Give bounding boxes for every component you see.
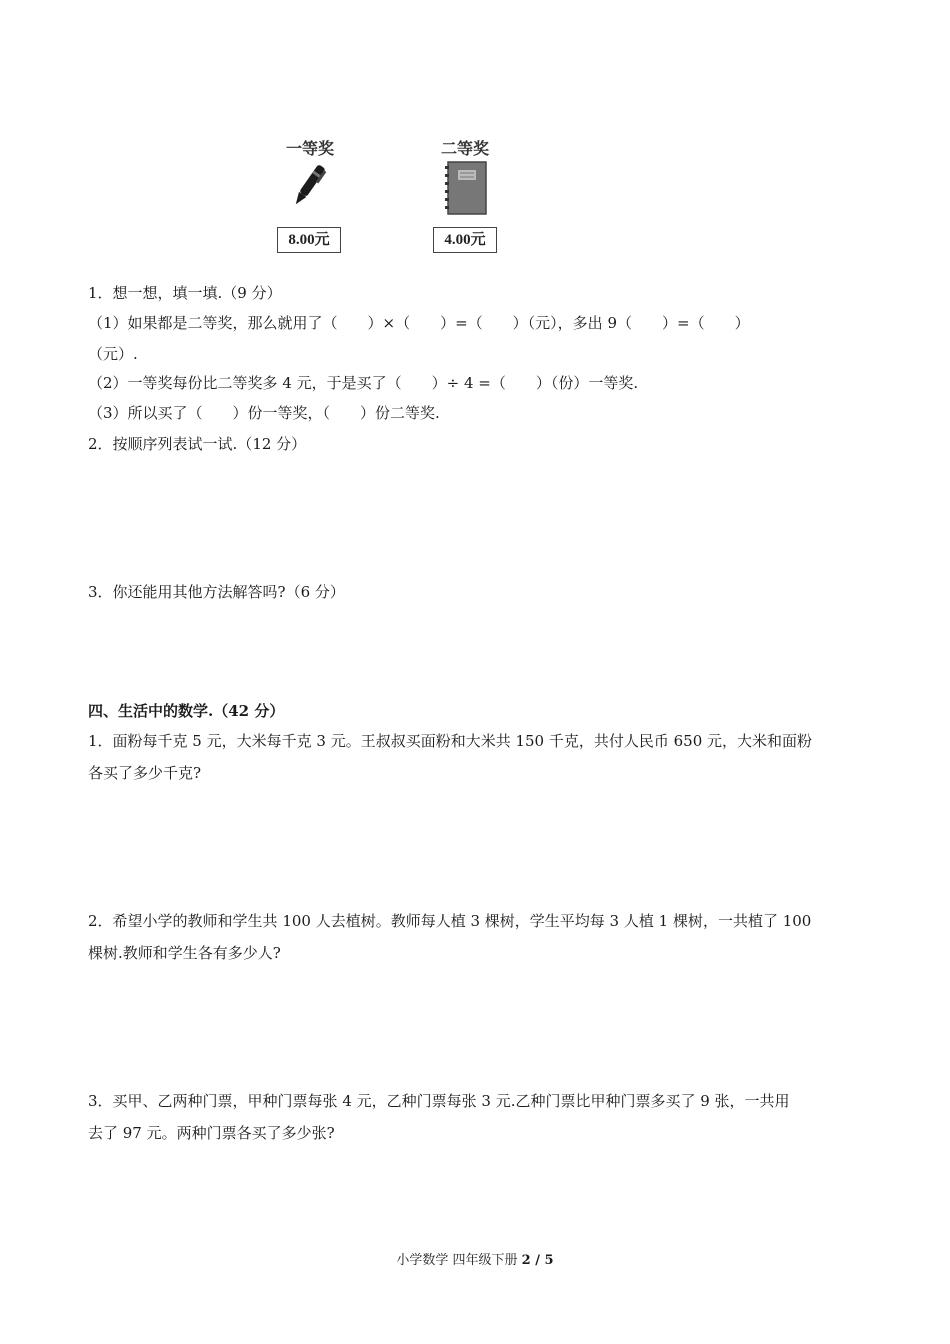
section-4-q2-line-2: 棵树.教师和学生各有多少人? (88, 944, 281, 962)
footer-subject: 小学数学 四年级下册 (396, 1253, 522, 1268)
question-1-part-3: （3）所以买了（ ）份一等奖，（ ）份二等奖. (88, 404, 440, 422)
question-2-title: 2．按顺序列表试一试.（12 分） (88, 435, 307, 453)
section-4-q3-line-2: 去了 97 元。两种门票各买了多少张? (88, 1124, 335, 1142)
section-4-q3-line-1: 3．买甲、乙两种门票，甲种门票每张 4 元，乙种门票每张 3 元.乙种门票比甲种门票多买了 9 张，一共用 (88, 1092, 790, 1110)
first-prize-price: 8.00元 (277, 227, 341, 253)
first-prize-title: 一等奖 (285, 139, 334, 158)
question-1-part-2: （2）一等奖每份比二等奖多 4 元，于是买了（ ）÷ 4 =（ ）（份）一等奖. (88, 374, 639, 392)
question-1-part-1-line-2: （元）. (88, 345, 138, 363)
question-3-title: 3．你还能用其他方法解答吗?（6 分） (88, 583, 345, 601)
section-4-heading: 四、生活中的数学.（42 分） (88, 702, 285, 720)
section-4-q1-line-1: 1．面粉每千克 5 元，大米每千克 3 元。王叔叔买面粉和大米共 150 千克，共付人民币 650 元，大米和面粉 (88, 732, 813, 750)
question-1-part-1-line-1: （1）如果都是二等奖，那么就用了（ ）×（ ）=（ ）（元），多出 9（ ）=（ ） (88, 314, 750, 332)
footer-page-number: 2 (521, 1253, 531, 1268)
footer-page-total: / 5 (530, 1253, 554, 1268)
section-4-q1-line-2: 各买了多少千克? (88, 764, 202, 782)
question-1-title: 1．想一想，填一填.（9 分） (88, 284, 282, 302)
section-4-q2-line-1: 2．希望小学的教师和学生共 100 人去植树。教师每人植 3 棵树，学生平均每 3 人植 1 棵树，一共植了 100 (88, 912, 812, 930)
second-prize-title: 二等奖 (440, 139, 489, 158)
page-footer (0, 1249, 950, 1268)
second-prize-price: 4.00元 (433, 227, 497, 253)
notebook-icon (444, 160, 490, 216)
pen-icon (288, 160, 328, 212)
